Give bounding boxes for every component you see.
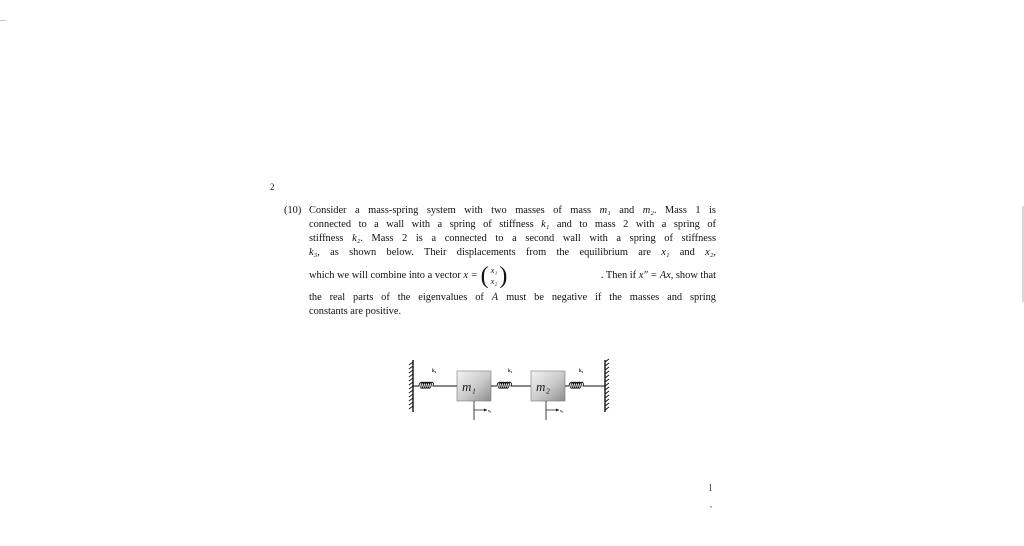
x1-marker bbox=[474, 401, 487, 420]
mass-2-label: m₂ bbox=[536, 379, 550, 394]
margin-mark-2: , bbox=[710, 500, 712, 509]
k2-label: k₂ bbox=[508, 369, 513, 374]
ode-equation: x″ = Ax bbox=[638, 270, 671, 281]
spring-k3 bbox=[565, 382, 605, 388]
right-wall bbox=[605, 359, 609, 412]
problem-line-4: k₃, as shown below. Their displacements from the equilibrium are x₁ and x₂, bbox=[309, 247, 716, 258]
mass-spring-figure bbox=[405, 356, 625, 426]
right-paren: ) bbox=[499, 263, 508, 289]
problem-10 bbox=[284, 204, 716, 319]
spring-k1 bbox=[413, 382, 457, 388]
A-symbol: A bbox=[491, 292, 499, 303]
vector-entries bbox=[489, 265, 500, 287]
mass-1-label: m₁ bbox=[462, 379, 476, 394]
vector-intro: which we will combine into a vector x = bbox=[309, 270, 478, 281]
k1-symbol: k₁ bbox=[541, 219, 550, 230]
problem-line-5 bbox=[309, 261, 716, 291]
x1-symbol: x₁ bbox=[661, 247, 670, 258]
x2-marker bbox=[546, 401, 559, 420]
x1-label: x₁ bbox=[488, 408, 492, 413]
k1-label: k₁ bbox=[432, 369, 437, 374]
corner-mark bbox=[0, 20, 6, 21]
left-wall bbox=[409, 360, 413, 412]
problem-line-7: constants are positive. bbox=[309, 306, 402, 317]
problem-line-3: stiffness k₂. Mass 2 is a connected to a second wall with a spring of stiffness bbox=[309, 233, 716, 244]
vector-entry-top: x₁ bbox=[490, 265, 498, 275]
vector-entry-bottom: x₂ bbox=[490, 276, 498, 286]
margin-mark-1: l bbox=[709, 483, 712, 494]
x2-label: x₂ bbox=[560, 408, 564, 413]
k2-symbol: k₂ bbox=[352, 233, 361, 244]
left-paren: ( bbox=[480, 263, 489, 289]
problem-text bbox=[309, 204, 716, 319]
ode-statement: . Then if x″ = Ax, show that bbox=[600, 270, 716, 281]
vector bbox=[481, 264, 508, 288]
problem-line-6: the real parts of the eigenvalues of A must be negative if the masses and spring bbox=[309, 292, 716, 303]
k3-label: k₃ bbox=[579, 369, 584, 374]
problem-line-1: Consider a mass-spring system with two masses of mass m₁ and m₂. Mass 1 is bbox=[309, 205, 716, 216]
k3-symbol: k₃ bbox=[309, 247, 318, 258]
page-number: 2 bbox=[270, 182, 275, 192]
problem-line-2: connected to a wall with a spring of stiffness k₁ and to mass 2 with a spring of bbox=[309, 219, 716, 230]
spring-k2 bbox=[491, 382, 531, 388]
x2-symbol: x₂ bbox=[705, 247, 714, 258]
mass-spring-diagram bbox=[405, 356, 625, 426]
m1-symbol: m₁ bbox=[599, 205, 611, 216]
m2-symbol: m₂ bbox=[642, 205, 654, 216]
problem-number: (10) bbox=[284, 205, 302, 216]
